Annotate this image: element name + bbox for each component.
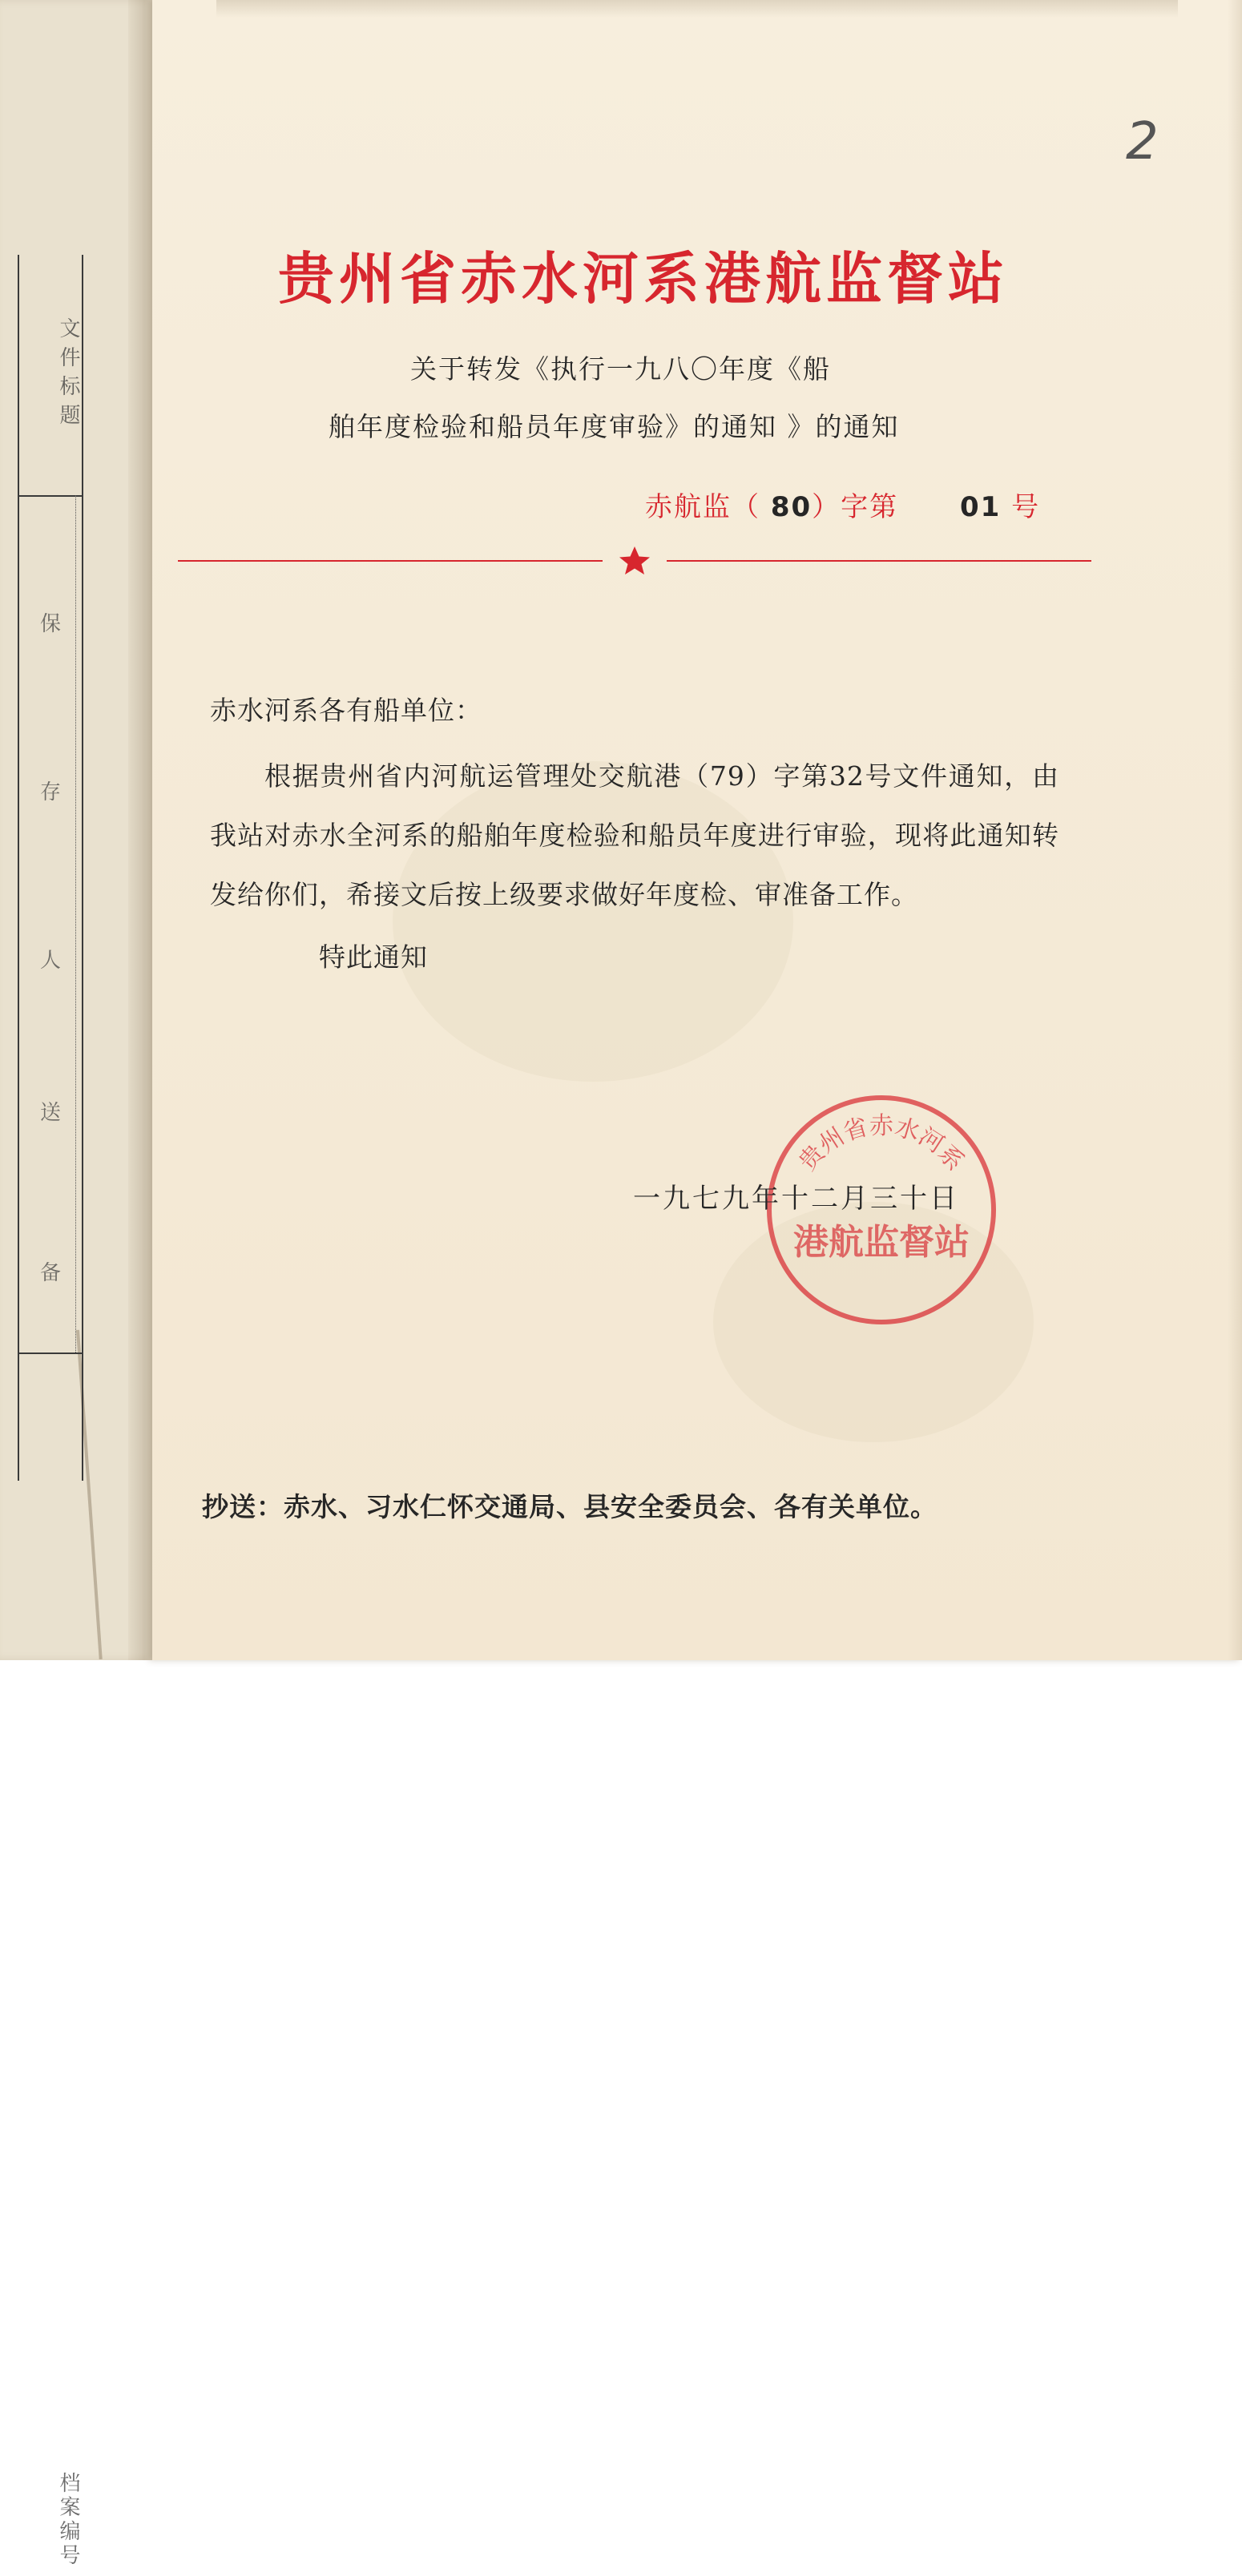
organization-header: 贵州省赤水河系港航监督站 xyxy=(278,246,1009,312)
notice-body xyxy=(210,681,1059,987)
doc-number-middle: ）字第 xyxy=(812,491,899,523)
binding-side-char: 保 xyxy=(39,612,61,636)
binding-top-label: 文件标题 xyxy=(56,317,80,433)
binding-side-char: 送 xyxy=(39,1101,61,1125)
doc-number-prefix: 赤航监（ xyxy=(645,491,760,523)
red-star-divider xyxy=(178,545,1091,577)
issue-date: 一九七九年十二月三十日 xyxy=(633,1183,959,1215)
binding-side-char: 存 xyxy=(39,780,61,804)
sheet-right-edge xyxy=(1228,0,1242,1660)
doc-number-suffix: 号 xyxy=(1011,491,1041,523)
binding-bottom-label: 档案编号 xyxy=(56,2472,80,2568)
binding-side-char: 备 xyxy=(39,1261,61,1285)
body-paragraph: 根据贵州省内河航运管理处交航港（79）字第32号文件通知，由我站对赤水全河系的船舶年度检验和船员年度进行审验，现将此通知转发给你们，希接文后按上级要求做好年度检、审准备工作。 xyxy=(210,760,1059,910)
carbon-copy-line: 抄送：赤水、习水仁怀交通局、县安全委员会、各有关单位。 xyxy=(202,1491,938,1522)
subject-line-2: 舶年度检验和船员年度审验》的通知 》的通知 xyxy=(329,411,900,442)
closing-phrase: 特此通知 xyxy=(319,941,428,973)
binding-margin-strip xyxy=(18,255,83,2568)
seal-bottom-text: 港航监督站 xyxy=(793,1222,970,1263)
seal-top-text: 贵州省赤水河系 xyxy=(793,1112,970,1176)
handwritten-page-number: 2 xyxy=(1126,112,1159,171)
red-star-icon xyxy=(619,546,650,574)
top-shadow-strip xyxy=(216,0,1178,18)
document-subject xyxy=(200,341,1082,456)
subject-line-1: 关于转发《执行一九八〇年度《船 xyxy=(410,353,831,385)
underlying-folded-sheet xyxy=(0,0,172,2568)
document-number xyxy=(645,485,1040,524)
binding-side-char: 人 xyxy=(39,949,61,973)
binding-strip-bottom-cell xyxy=(19,1353,82,2568)
doc-number-year: 80 xyxy=(770,491,813,523)
binding-side-labels xyxy=(19,255,82,1481)
salutation: 赤水河系各有船单位： xyxy=(210,695,482,726)
doc-number-value: 01 xyxy=(960,491,1002,523)
